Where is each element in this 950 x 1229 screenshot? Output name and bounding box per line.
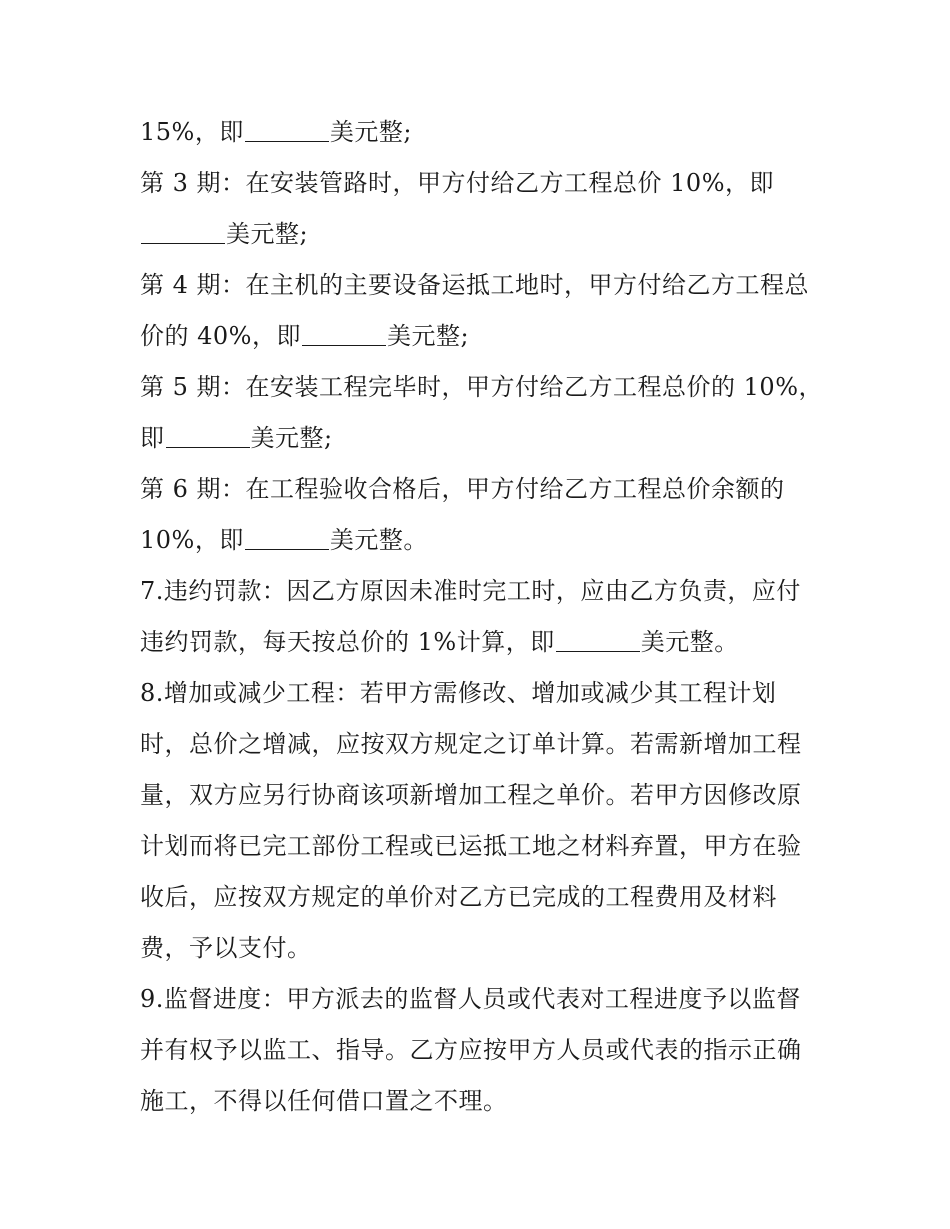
text-segment: 第 4 期：在主机的主要设备运抵工地时，甲方付给乙方工程总: [140, 271, 810, 299]
text-segment: 第 5 期：在安装工程完毕时，甲方付给乙方工程总价的 10%，: [140, 373, 823, 401]
text-line: [140, 362, 823, 413]
text-segment: 价的 40%，即: [140, 322, 301, 350]
text-line: [140, 974, 820, 1025]
text-segment: 时，总价之增减，应按双方规定之订单计算。若需新增加工程: [140, 730, 802, 758]
text-line: [140, 821, 820, 872]
amount-blank-field: [245, 527, 329, 550]
text-line: [140, 617, 820, 668]
text-line: [140, 1025, 820, 1076]
amount-blank-field: [166, 425, 250, 448]
amount-blank-field: [556, 629, 640, 652]
text-segment: 收后，应按双方规定的单价对乙方已完成的工程费用及材料: [140, 883, 777, 911]
text-segment: 15%，即: [140, 118, 244, 146]
text-line: [140, 107, 820, 158]
contract-text-body: [140, 107, 823, 1127]
text-segment: 量，双方应另行协商该项新增加工程之单价。若甲方因修改原: [140, 781, 802, 809]
text-segment: 9.监督进度：甲方派去的监督人员或代表对工程进度予以监督: [140, 985, 801, 1013]
text-segment: 费，予以支付。: [140, 934, 312, 962]
text-segment: 违约罚款，每天按总价的 1%计算，即: [140, 628, 555, 656]
text-segment: 美元整;: [250, 424, 333, 452]
text-segment: 10%，即: [140, 526, 244, 554]
text-line: [140, 566, 820, 617]
text-line: [140, 872, 820, 923]
text-line: [140, 464, 820, 515]
text-segment: 第 3 期：在安装管路时，甲方付给乙方工程总价 10%，即: [140, 169, 774, 197]
text-segment: 美元整;: [386, 322, 470, 350]
text-line: [140, 1076, 820, 1127]
text-segment: 第 6 期：在工程验收合格后，甲方付给乙方工程总价余额的: [140, 475, 785, 503]
text-line: [140, 209, 820, 260]
text-line: [140, 770, 820, 821]
text-segment: 美元整;: [329, 118, 412, 146]
text-segment: 美元整;: [226, 220, 309, 248]
amount-blank-field: [302, 323, 386, 346]
text-line: [140, 515, 820, 566]
text-segment: 7.违约罚款：因乙方原因未准时完工时，应由乙方负责，应付: [140, 577, 801, 605]
text-line: [140, 413, 820, 464]
text-segment: 8.增加或减少工程：若甲方需修改、增加或减少其工程计划: [140, 679, 777, 707]
text-segment: 即: [140, 424, 165, 452]
text-line: [140, 923, 820, 974]
text-line: [140, 668, 820, 719]
text-line: [140, 719, 820, 770]
text-segment: 美元整。: [640, 628, 739, 656]
text-line: [140, 311, 820, 362]
text-segment: 美元整。: [329, 526, 428, 554]
text-segment: 并有权予以监工、指导。乙方应按甲方人员或代表的指示正确: [140, 1036, 802, 1064]
text-line: [140, 158, 820, 209]
text-segment: 计划而将已完工部份工程或已运抵工地之材料弃置，甲方在验: [140, 832, 802, 860]
amount-blank-field: [245, 119, 329, 142]
text-segment: 施工，不得以任何借口置之不理。: [140, 1087, 508, 1115]
text-line: [140, 260, 820, 311]
amount-blank-field: [141, 221, 225, 244]
